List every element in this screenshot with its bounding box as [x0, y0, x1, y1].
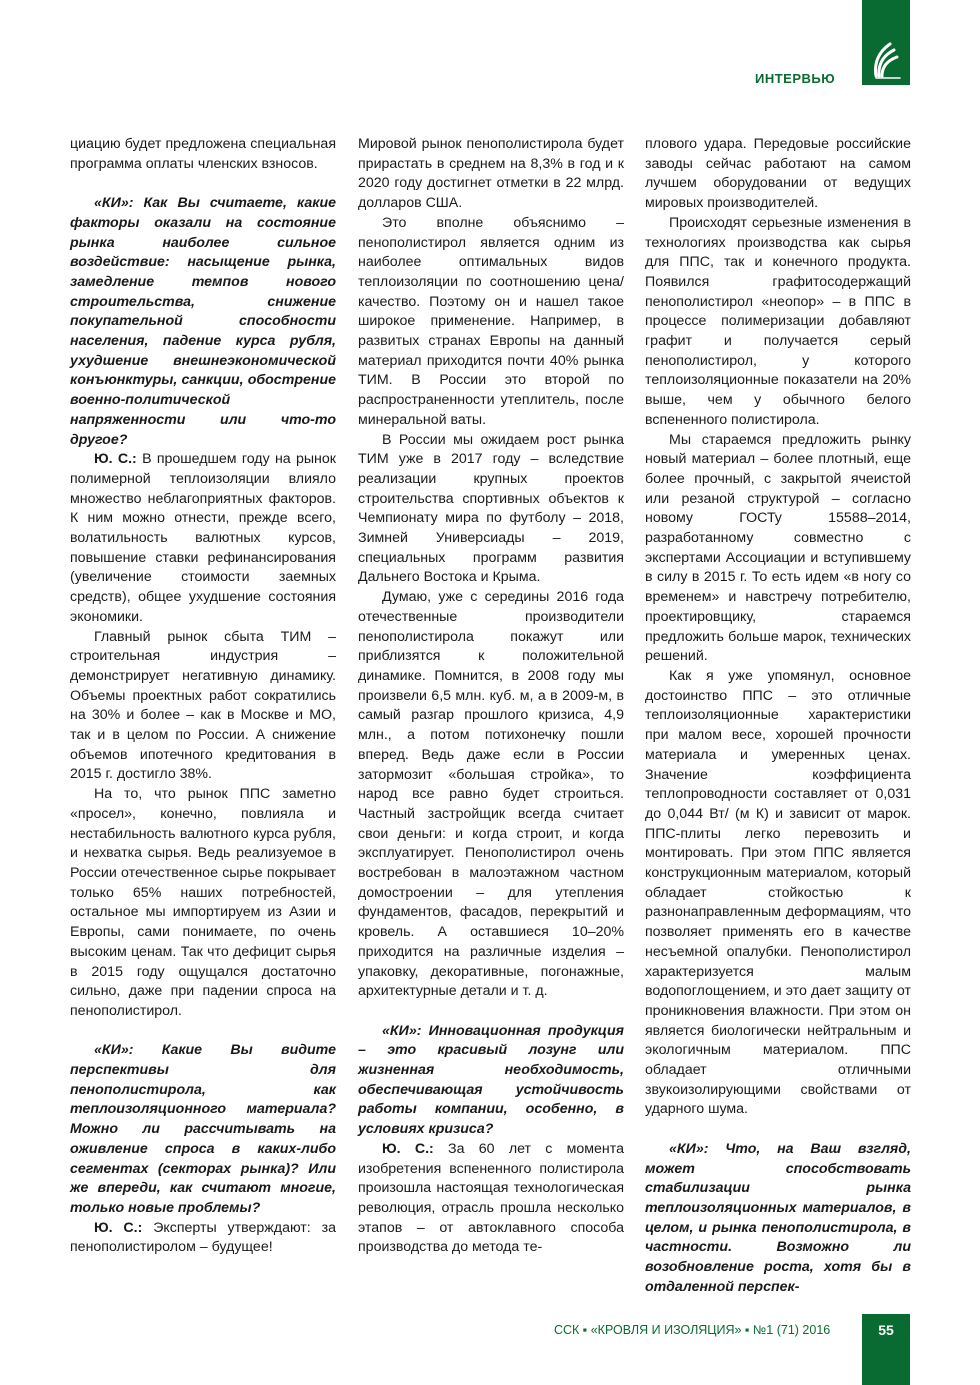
answer-text: Эксперты утверждают: за пенополистиролом – будущее! — [70, 1219, 336, 1256]
header-tab — [862, 0, 910, 85]
speaker-label: Ю. С.: — [382, 1140, 434, 1157]
footer-publication: ССК ▪ «КРОВЛЯ И ИЗОЛЯЦИЯ» ▪ №1 (71) 2016 — [554, 1323, 831, 1337]
answer-text: В прошедшем году на рынок полимерной теплоизоляции влияло множество неблагоприятных факторов. К ним можно отнести, прежде всего, волатильность валютных курсов, повышение ставки рефинансирования (увеличение стоимости заемных средств), общее ухудшение состояния экономики. — [70, 451, 336, 625]
paragraph: Это вполне объяснимо – пенополистирол является одним из наиболее оптимальных видов теплоизоляции по соотношению цена/качество. Поэтому он и нашел такое широкое применение. Например, в развитых странах Европы на данный материал приходится почти 40% рынка ТИМ. В России это второй по распространенности утеплитель, после минеральной ваты. — [358, 214, 624, 428]
paragraph: Мы стараемся предложить рынку новый материал – более плотный, еще более прочный, с закрытой ячеистой или резаной структурой – согласно новому ГОСТу 15588–2014, разработанному совместно с экспертами Ассоциации и вступившему в силу в 2015 г. То есть идем «в ногу со временем» и навстречу потребителю, проектировщику, стараемся предложить больше марок, технических решений. — [645, 431, 911, 665]
speaker-label: Ю. С.: — [94, 451, 137, 468]
paragraph: плового удара. Передовые российские заводы сейчас работают на самом лучшем оборудовании от ведущих мировых производителей. — [645, 136, 911, 212]
paragraph: Происходят серьезные изменения в технологиях производства как сырья для ППС, так и конечного продукта. Появился графитосодержащий пенополистирол «неопор» – в ППС в процессе полимеризации добавляют графит и получается серый пенополистирол, у которого теплоизоляционные показатели на 20% выше, чем у обычного белого вспененного полистирола. — [645, 214, 911, 428]
interview-answer — [70, 1219, 336, 1258]
answer-text: За 60 лет с момента изобретения вспененного полистирола произошла настоящая технологическая революция, отрасль прошла несколько этапов – от автоклавного способа производства до метода те- — [358, 1140, 624, 1256]
column-3 — [645, 135, 911, 1297]
interview-answer — [70, 450, 336, 627]
logo-icon — [868, 36, 904, 82]
page-number-tab — [862, 1314, 910, 1385]
paragraph: В России мы ожидаем рост рынка ТИМ уже в 2017 году – вследствие реализации крупных проектов строительства спортивных объектов к Чемпионату мира по футболу – 2018, Зимней Универсиады – 2019, специальных программ развития Дальнего Востока и Крыма. — [358, 431, 624, 586]
interview-question: «КИ»: Что, на Ваш взгляд, может способствовать стабилизации рынка теплоизоляционных материалов, в целом, и рынка пенополистирола, в частности. Возможно ли возобновление роста, хотя бы в отдаленной перспек- — [645, 1140, 911, 1295]
section-label: ИНТЕРВЬЮ — [755, 71, 836, 86]
column-1 — [70, 135, 336, 1258]
interview-question: «КИ»: Какие Вы видите перспективы для пенополистирола, как теплоизоляционного материала? Можно ли рассчитывать на оживление спроса в каких-либо сегментах (секторах рынка)? Или же впереди, как считают многие, только новые проблемы? — [70, 1042, 336, 1216]
interview-answer — [358, 1140, 624, 1258]
paragraph: На то, что рынок ППС заметно «просел», конечно, повлияла и нестабильность валютного курса рубля, и нехватка сырья. Ведь реализуемое в России отечественное сырье покрывает только 65% наших потребностей, остальное мы импортируем из Азии и Европы, сами понимаете, по очень высоким ценам. Так что дефицит сырья в 2015 году ощущался достаточно сильно, даже при падении спроса на пенополистирол. — [70, 786, 336, 1019]
column-2 — [358, 135, 624, 1258]
paragraph: Главный рынок сбыта ТИМ – строительная индустрия – демонстрирует негативную динамику. Объемы проектных работ сократились на 30% и более – как в Москве и МО, так и в целом по России. А снижение объемов ипотечного кредитования в 2015 г. достигло 38%. — [70, 628, 336, 783]
interview-question: «КИ»: Инновационная продукция – это красивый лозунг или жизненная необходимость, обеспечивающая устойчивость работы компании, особенно, в условиях кризиса? — [358, 1022, 624, 1138]
paragraph: Мировой рынок пенополистирола будет прирастать в среднем на 8,3% в год и к 2020 году достигнет отметки в 22 млрд. долларов США. — [358, 136, 624, 212]
speaker-label: Ю. С.: — [94, 1219, 143, 1236]
page-number: 55 — [878, 1322, 894, 1338]
paragraph: Думаю, уже с середины 2016 года отечественные производители пенополистирола покажут или приблизятся к положительной динамике. Помнится, в 2008 году мы произвели 6,5 млн. куб. м, а в 2009-м, в самый разгар прошлого кризиса, 4,9 млн., а потом потихонечку пошли вперед. Ведь даже если в России затормозит «большая стройка», то народ все равно будет строиться. Частный застройщик всегда считает свои деньги: и когда строит, и когда эксплуатирует. Пенополистирол очень востребован в малоэтажном частном домостроении – для утепления фундаментов, фасадов, перекрытий и кровель. А оставшиеся 10–20% приходится на различные изделия – упаковку, декоративные, погонажные, архитектурные детали и т. д. — [358, 589, 624, 1000]
paragraph: Как я уже упомянул, основное достоинство ППС – это отличные теплоизоляционные характеристики при малом весе, хорошей прочности материала и умеренных ценах. Значение коэффициента теплопроводности составляет от 0,031 до 0,044 Вт/ (м К) и зависит от марок. ППС-плиты легко перевозить и монтировать. При этом ППС является конструкционным материалом, который обладает стойкостью к разнонаправленным деформациям, что позволяет применять его в качестве несъемной опалубки. Пенополистирол характеризуется малым водопоглощением, и это дает защиту от проникновения влажности. При этом он является биологически нейтральным и экологичным материалом. ППС обладает отличными звукоизолирующими свойствами от ударного шума. — [645, 667, 911, 1118]
paragraph: циацию будет предложена специальная программа оплаты членских взносов. — [70, 136, 336, 172]
interview-question: «КИ»: Как Вы считаете, какие факторы оказали на состояние рынка наиболее сильное воздействие: насыщение рынка, замедление темпов нового строительства, снижение покупательной способности населения, падение курса рубля, ухудшение внешнеэкономической конъюнктуры, санкции, обострение военно-политической напряженности или что-то другое? — [70, 195, 336, 448]
